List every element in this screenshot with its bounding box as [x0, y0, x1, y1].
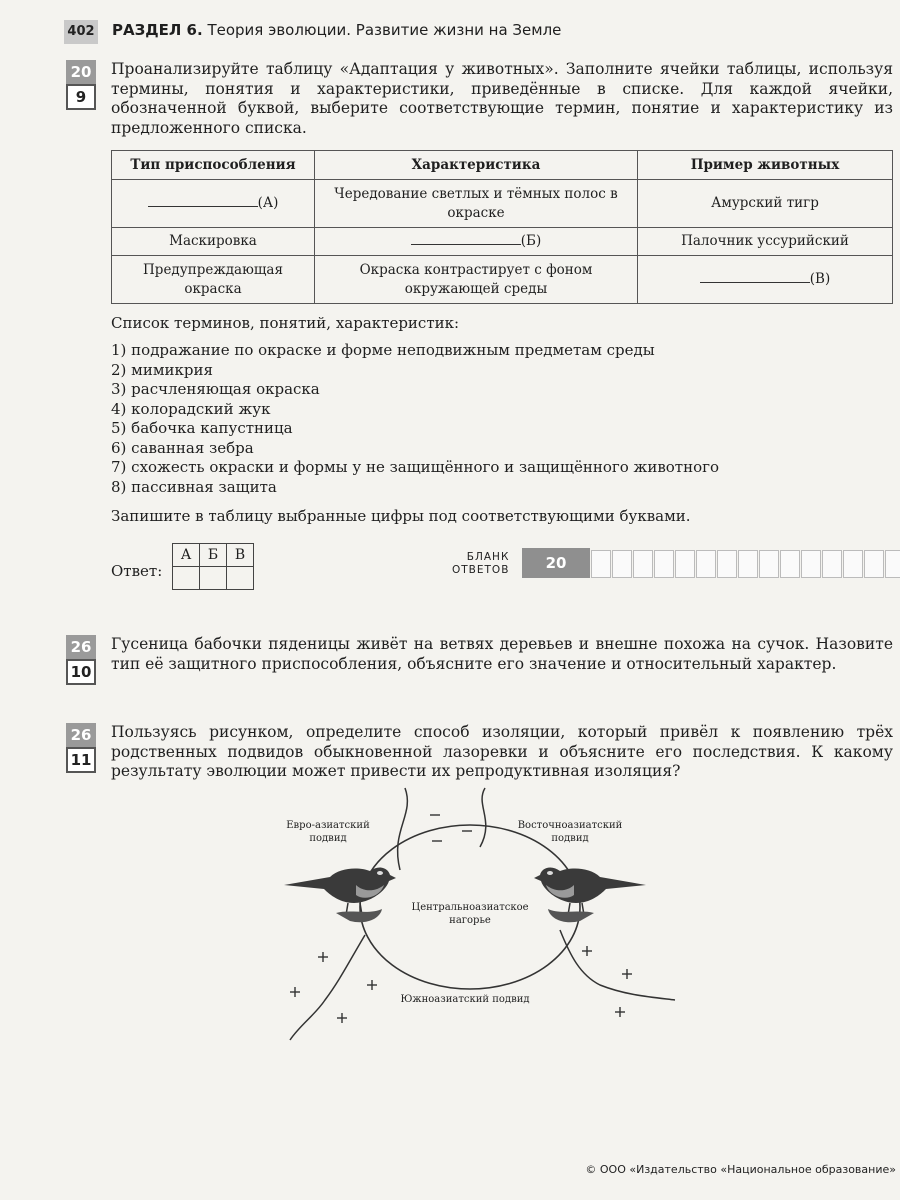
answer-sheet-cell[interactable]: [738, 550, 758, 578]
question-badge-11: [66, 723, 96, 773]
blank-letter: (В): [809, 271, 831, 287]
page-number: 402: [64, 20, 98, 44]
minus-signs: [430, 815, 472, 841]
blank-line: [148, 194, 258, 207]
table-row: [112, 256, 893, 304]
table-cell-blank: [112, 180, 315, 228]
list-item: 7) схожесть окраски и формы у не защищённого и защищённого животного: [111, 458, 720, 476]
blank-line: [411, 232, 521, 245]
label-east-asian: Восточноазиатский подвид: [517, 820, 623, 844]
badge-points: 20: [66, 60, 96, 84]
list-title: Список терминов, понятий, характеристик:: [111, 314, 460, 332]
answer-sheet-cell[interactable]: [885, 550, 900, 578]
answer-sheet-cell[interactable]: [633, 550, 653, 578]
question-9-text: Проанализируйте таблицу «Адаптация у животных». Заполните ячейки таблицы, используя термины, понятия и характеристики, приведённые в списке. Для каждой ячейки, обозначенной буквой, выберите соответствующие термин, понятие и характеристику из предложенного списка.: [111, 60, 893, 137]
question-10-text: Гусеница бабочки пяденицы живёт на ветвях деревьев и внешне похожа на сучок. Назовите тип её защитного приспособления, объясните его значение и относительный характер.: [111, 635, 893, 673]
question-11-text: Пользуясь рисунком, определите способ изоляции, который привёл к появлению трёх родственных подвидов обыкновенной лазоревки и объясните его последствия. К какому результату эволюции может привести их репродуктивная изоляция?: [111, 723, 893, 780]
list-item: 1) подражание по окраске и форме неподвижным предметам среды: [111, 341, 655, 359]
answer-label: Ответ:: [111, 562, 163, 580]
answer-sheet-cell[interactable]: [843, 550, 863, 578]
label-central-highland: Центральноазиатское нагорье: [411, 902, 529, 926]
boundary-line: [290, 935, 365, 1040]
section-label: РАЗДЕЛ 6.: [112, 21, 203, 39]
bird-left-icon: [284, 868, 396, 923]
table-cell: Маскировка: [112, 228, 315, 256]
table-cell: Палочник уссурийский: [638, 228, 893, 256]
instruction-text: Запишите в таблицу выбранные цифры под соответствующими буквами.: [111, 507, 691, 525]
section-title: Теория эволюции. Развитие жизни на Земле: [207, 21, 562, 39]
list-item: 4) колорадский жук: [111, 399, 271, 418]
table-cell: Чередование светлых и тёмных полос в окраске: [315, 180, 638, 228]
table-row: [112, 180, 893, 228]
list-item: 5) бабочка капустница: [111, 419, 293, 437]
answer-sheet-cell[interactable]: [822, 550, 842, 578]
blank-letter: (Б): [520, 233, 542, 249]
answer-letter: А: [173, 544, 200, 567]
table-header: Характеристика: [315, 151, 638, 180]
badge-number: 11: [66, 747, 96, 773]
table-cell: Амурский тигр: [638, 180, 893, 228]
table-header: Пример животных: [638, 151, 893, 180]
table-header: Тип приспособления: [112, 151, 315, 180]
terms-list: [111, 341, 719, 497]
answer-sheet-cell[interactable]: [759, 550, 779, 578]
label-south-asian: Южноазиатский подвид: [400, 994, 530, 1005]
answer-cell[interactable]: [200, 567, 227, 590]
blank-letter: (А): [257, 195, 279, 211]
label-euro-asian: Евро-азиатский подвид: [286, 820, 370, 844]
answer-letter: В: [227, 544, 254, 567]
section-header: [112, 21, 561, 39]
answer-letter: Б: [200, 544, 227, 567]
bird-right-icon: [534, 868, 646, 923]
answer-sheet-cells: [590, 550, 900, 576]
badge-number: 10: [66, 659, 96, 685]
badge-points: 26: [66, 723, 96, 747]
boundary-line: [398, 788, 408, 870]
answer-sheet-cell[interactable]: [801, 550, 821, 578]
answer-sheet-label-line: ОТВЕТОВ: [452, 564, 510, 576]
boundary-line: [560, 930, 675, 1000]
list-item: 8) пассивная защита: [111, 477, 277, 496]
list-item: 3) расчленяющая окраска: [111, 380, 320, 398]
boundary-line: [480, 788, 486, 847]
question-badge-10: [66, 635, 96, 685]
table-cell-blank: [638, 256, 893, 304]
answer-sheet-cell[interactable]: [654, 550, 674, 578]
adaptation-table: [111, 150, 893, 304]
answer-sheet-cell[interactable]: [696, 550, 716, 578]
badge-points: 26: [66, 635, 96, 659]
badge-number: 9: [66, 84, 96, 110]
table-cell: Предупреждающая окраска: [112, 256, 315, 304]
answer-sheet-cell[interactable]: [591, 550, 611, 578]
table-header-row: [112, 151, 893, 180]
answer-cell[interactable]: [227, 567, 254, 590]
table-cell: Окраска контрастирует с фоном окружающей среды: [315, 256, 638, 304]
answer-sheet-label-line: БЛАНК: [466, 551, 510, 563]
answer-sheet-number: 20: [522, 548, 590, 578]
answer-sheet-cell[interactable]: [717, 550, 737, 578]
table-cell-blank: [315, 228, 638, 256]
answer-sheet-cell[interactable]: [612, 550, 632, 578]
answer-sheet-cell[interactable]: [675, 550, 695, 578]
question-badge-9: [66, 60, 96, 110]
list-item: 6) саванная зебра: [111, 438, 254, 457]
table-row: [112, 228, 893, 256]
answer-cell[interactable]: [173, 567, 200, 590]
answer-sheet-cell[interactable]: [864, 550, 884, 578]
blank-line: [700, 270, 810, 283]
answer-sheet-cell[interactable]: [780, 550, 800, 578]
plus-signs: [290, 946, 632, 1023]
answer-sheet-label: [452, 551, 509, 577]
answer-grid: [172, 543, 254, 590]
copyright-footer: © ООО «Издательство «Национальное образование»: [585, 1163, 896, 1176]
list-item: 2) мимикрия: [111, 360, 213, 379]
